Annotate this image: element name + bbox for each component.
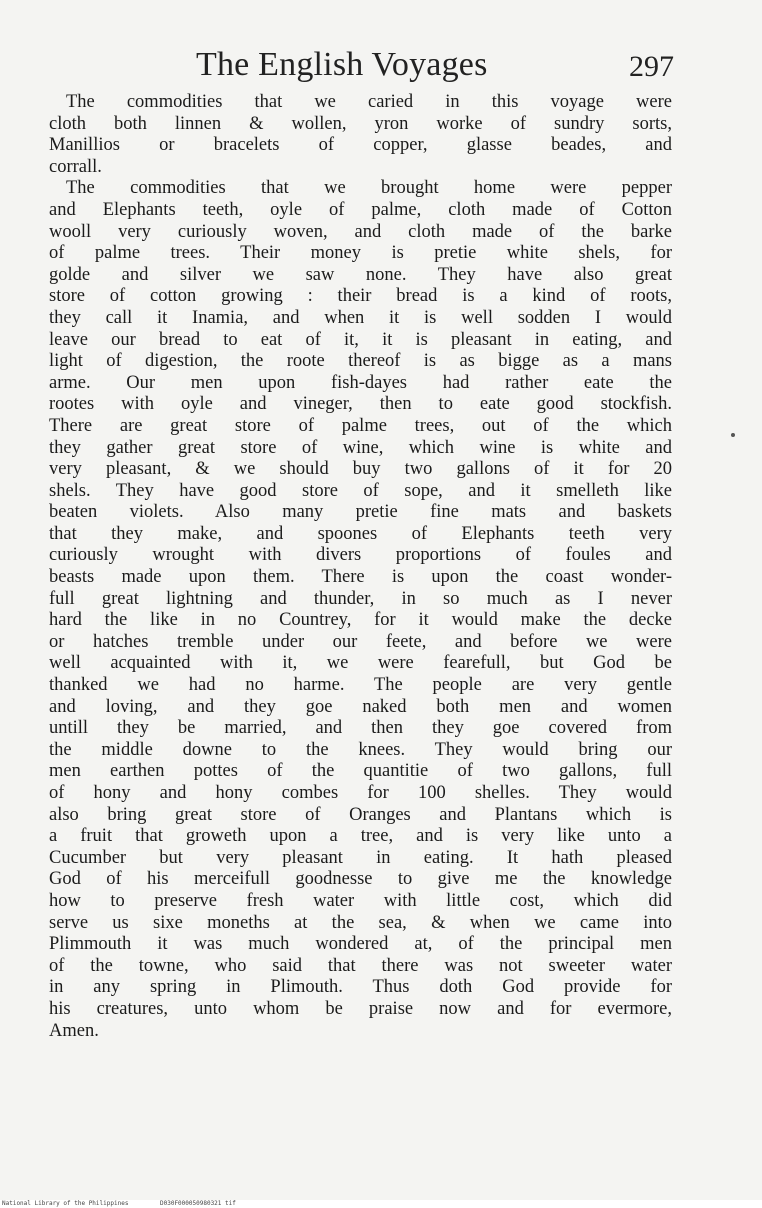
text-line: leave our bread to eat of it, it is pleasant in eating, and bbox=[49, 329, 672, 350]
text-line: golde and silver we saw none. They have also great bbox=[49, 264, 672, 285]
footer-file-id: D030F000050980321 tif bbox=[160, 1200, 236, 1207]
text-line: The commodities that we brought home were pepper bbox=[66, 178, 672, 199]
text-line: There are great store of palme trees, out of the which bbox=[49, 415, 672, 436]
text-line: curiously wrought with divers proportions of foules and bbox=[49, 545, 672, 566]
text-line: arme. Our men upon fish-dayes had rather eate the bbox=[49, 372, 672, 393]
page-number: 297 bbox=[629, 50, 674, 83]
text-line: shels. They have good store of sope, and it smelleth like bbox=[49, 480, 672, 501]
text-line: a fruit that groweth upon a tree, and is very like unto a bbox=[49, 826, 672, 847]
text-line: Plimmouth it was much wondered at, of the principal men bbox=[49, 934, 672, 955]
text-line: they gather great store of wine, which wine is white and bbox=[49, 437, 672, 458]
running-title: The English Voyages bbox=[196, 46, 488, 83]
text-line: of palme trees. Their money is pretie white shels, for bbox=[49, 243, 672, 264]
text-line: in any spring in Plimouth. Thus doth God provide for bbox=[49, 977, 672, 998]
text-line: of the towne, who said that there was not sweeter water bbox=[49, 955, 672, 976]
text-line: wooll very curiously woven, and cloth made of the barke bbox=[49, 221, 672, 242]
text-line: well acquainted with it, we were fearefull, but God be bbox=[49, 653, 672, 674]
text-line: men earthen pottes of the quantitie of two gallons, full bbox=[49, 761, 672, 782]
text-line: The commodities that we caried in this voyage were bbox=[66, 92, 672, 112]
text-line: beaten violets. Also many pretie fine mats and baskets bbox=[49, 502, 672, 523]
text-line: corrall. bbox=[49, 156, 102, 177]
text-line: and Elephants teeth, oyle of palme, cloth made of Cotton bbox=[49, 199, 672, 220]
text-line: that they make, and spoones of Elephants teeth very bbox=[49, 523, 672, 544]
footer-library: National Library of the Philippines bbox=[2, 1200, 129, 1207]
paragraph bbox=[49, 178, 672, 1042]
text-line: Cucumber but very pleasant in eating. It hath pleased bbox=[49, 847, 672, 868]
text-line: cloth both linnen & wollen, yron worke of sundry sorts, bbox=[49, 113, 672, 134]
text-line: rootes with oyle and vineger, then to eate good stockfish. bbox=[49, 394, 672, 415]
text-line: Amen. bbox=[49, 1020, 99, 1041]
text-line: of hony and hony combes for 100 shelles. They would bbox=[49, 783, 672, 803]
ink-speck bbox=[731, 433, 735, 437]
text-line: beasts made upon them. There is upon the coast wonder- bbox=[49, 567, 672, 588]
text-line: serve us sixe moneths at the sea, & when we came into bbox=[49, 912, 672, 933]
paragraph bbox=[49, 92, 672, 178]
text-line: they call it Inamia, and when it is well sodden I would bbox=[49, 307, 672, 328]
text-line: light of digestion, the roote thereof is as bigge as a mans bbox=[49, 351, 672, 372]
text-line: God of his merceifull goodnesse to give me the knowledge bbox=[49, 869, 672, 890]
text-line: store of cotton growing : their bread is a kind of roots, bbox=[49, 286, 672, 307]
text-line: Manillios or bracelets of copper, glasse beades, and bbox=[49, 135, 672, 156]
body-text bbox=[49, 92, 672, 1042]
text-line: very pleasant, & we should buy two gallons of it for 20 bbox=[49, 459, 672, 480]
page-header bbox=[48, 46, 674, 90]
scan-footer bbox=[0, 1200, 762, 1208]
text-line: full great lightning and thunder, in so much as I never bbox=[49, 588, 672, 609]
text-line: the middle downe to the knees. They would bring our bbox=[49, 739, 672, 760]
text-line: how to preserve fresh water with little cost, which did bbox=[49, 890, 672, 911]
text-line: untill they be married, and then they goe covered from bbox=[49, 718, 672, 739]
text-line: thanked we had no harme. The people are very gentle bbox=[49, 675, 672, 696]
text-line: his creatures, unto whom be praise now and for evermore, bbox=[49, 998, 672, 1019]
text-line: hard the like in no Countrey, for it would make the decke bbox=[49, 610, 672, 631]
text-line: or hatches tremble under our feete, and before we were bbox=[49, 631, 672, 652]
text-line: and loving, and they goe naked both men and women bbox=[49, 696, 672, 717]
text-line: also bring great store of Oranges and Plantans which is bbox=[49, 804, 672, 825]
